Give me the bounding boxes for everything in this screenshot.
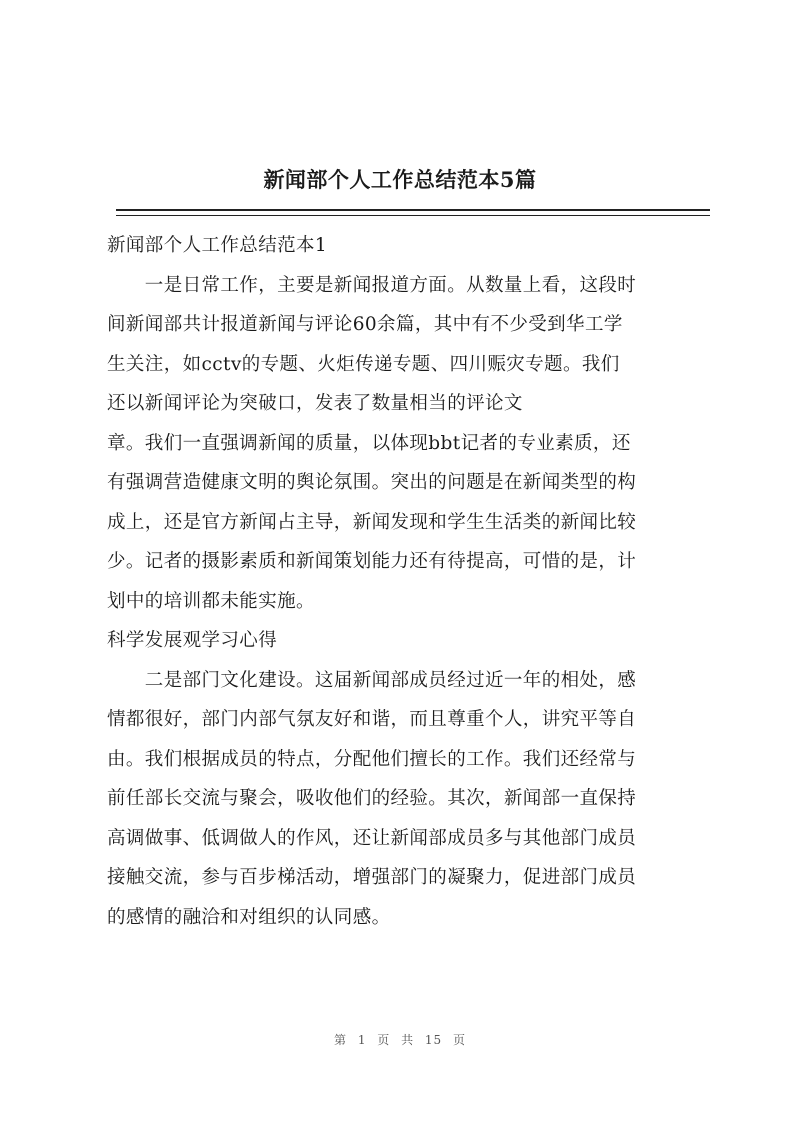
body-line: 划中的培训都未能实施。 — [107, 590, 315, 612]
body-line: 一是日常工作，主要是新闻报道方面。从数量上看，这段时 — [107, 274, 637, 296]
body-line: 情都很好，部门内部气氛友好和谐，而且尊重个人，讲究平等自 — [107, 709, 637, 730]
body-line: 前任部长交流与聚会，吸收他们的经验。其次，新闻部一直保持 — [107, 788, 637, 809]
body-line: 有强调营造健康文明的舆论氛围。突出的问题是在新闻类型的构 — [107, 472, 637, 493]
body-line: 由。我们根据成员的特点，分配他们擅长的工作。我们还经常与 — [107, 748, 637, 770]
body-line: 少。记者的摄影素质和新闻策划能力还有待提高，可惜的是，计 — [107, 551, 637, 572]
document-body — [107, 226, 711, 937]
page-footer: 第 1 页 共 15 页 — [334, 1033, 466, 1047]
document-title: 新闻部个人工作总结范本5篇 — [263, 167, 537, 192]
title-rule-thin — [116, 215, 710, 216]
body-line: 成上，还是官方新闻占主导，新闻发现和学生生活类的新闻比较 — [107, 511, 637, 533]
body-line: 的感情的融洽和对组织的认同感。 — [107, 906, 391, 928]
body-line: 章。我们一直强调新闻的质量，以体现bbt记者的专业素质，还 — [107, 432, 631, 454]
body-line: 接触交流，参与百步梯活动，增强部门的凝聚力，促进部门成员 — [107, 867, 637, 888]
section-heading: 科学发展观学习心得 — [107, 630, 278, 651]
body-line: 生关注，如cctv的专题、火炬传递专题、四川赈灾专题。我们 — [107, 353, 620, 375]
body-line: 高调做事、低调做人的作风，还让新闻部成员多与其他部门成员 — [107, 827, 637, 849]
body-line: 还以新闻评论为突破口，发表了数量相当的评论文 — [107, 393, 523, 414]
body-line: 间新闻部共计报道新闻与评论60余篇，其中有不少受到华工学 — [107, 314, 623, 335]
body-line: 二是部门文化建设。这届新闻部成员经过近一年的相处，感 — [107, 669, 637, 691]
section-heading: 新闻部个人工作总结范本1 — [107, 235, 328, 256]
title-rule-thick — [116, 209, 710, 211]
